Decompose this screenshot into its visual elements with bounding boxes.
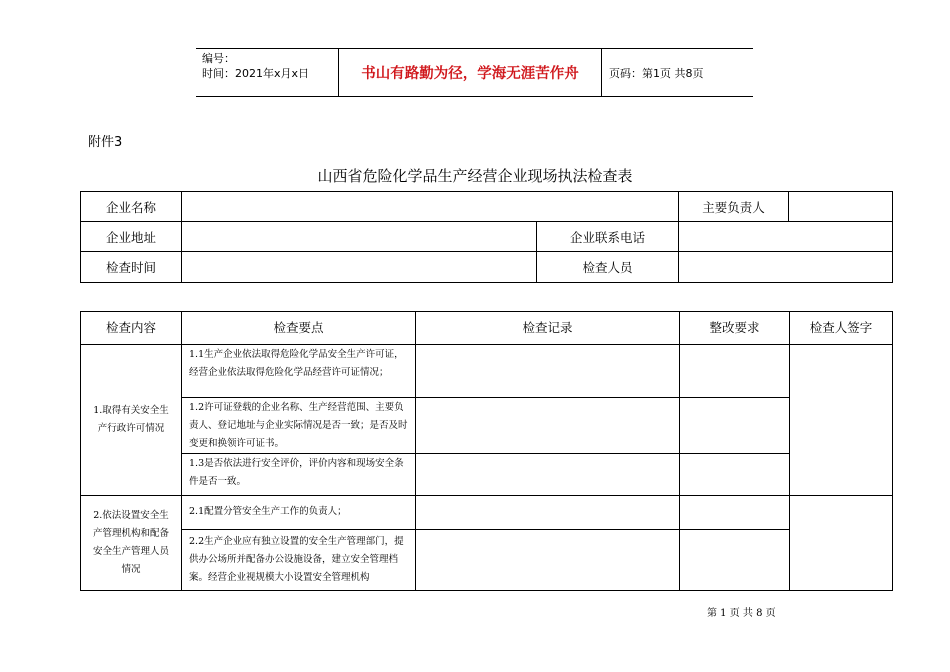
phone-label: 企业联系电话 (537, 222, 679, 252)
check-point: 2.1配置分管安全生产工作的负责人； (182, 496, 416, 530)
inspector-label: 检查人员 (537, 252, 679, 283)
table-row (81, 398, 893, 454)
header-rectification: 整改要求 (680, 312, 790, 345)
header-inspector-signature: 检查人签字 (790, 312, 893, 345)
page-footer: 第 1 页 共 8 页 (707, 608, 776, 619)
slogan: 书山有路勤为径，学海无涯苦作舟 (361, 65, 579, 82)
category-cell: 1.取得有关安全生产行政许可情况 (81, 345, 182, 496)
phone-field[interactable] (679, 222, 893, 252)
check-point: 1.1生产企业依法取得危险化学品安全生产许可证，经营企业依法取得危险化学品经营许可证情况； (182, 345, 416, 398)
header-meta (202, 51, 309, 81)
principal-label: 主要负责人 (679, 192, 789, 222)
company-info-table (80, 191, 893, 283)
rectification-cell[interactable] (680, 496, 790, 530)
address-field[interactable] (182, 222, 537, 252)
signature-cell[interactable] (790, 496, 893, 591)
rectification-cell[interactable] (680, 530, 790, 591)
rectification-cell[interactable] (680, 454, 790, 496)
record-cell[interactable] (416, 496, 680, 530)
attachment-label: 附件3 (88, 135, 123, 150)
record-cell[interactable] (416, 530, 680, 591)
address-label: 企业地址 (81, 222, 182, 252)
check-point: 1.3是否依法进行安全评价，评价内容和现场安全条件是否一致。 (182, 454, 416, 496)
record-cell[interactable] (416, 398, 680, 454)
check-time-label: 检查时间 (81, 252, 182, 283)
time-label: 时间：2021年x月x日 (202, 67, 310, 80)
check-point: 2.2生产企业应有独立设置的安全生产管理部门，提供办公场所并配备办公设施设备，建立安全管理档案。经营企业视规模大小设置安全管理机构 (182, 530, 416, 591)
principal-field[interactable] (789, 192, 893, 222)
check-time-field[interactable] (182, 252, 537, 283)
header-check-record: 检查记录 (416, 312, 680, 345)
record-cell[interactable] (416, 345, 680, 398)
document-header (196, 48, 753, 97)
company-name-field[interactable] (182, 192, 679, 222)
check-point: 1.2许可证登载的企业名称、生产经营范围、主要负责人、登记地址与企业实际情况是否一致；是否及时变更和换领许可证书。 (182, 398, 416, 454)
inspector-field[interactable] (679, 252, 893, 283)
table-row (81, 496, 893, 530)
table-row (81, 454, 893, 496)
record-cell[interactable] (416, 454, 680, 496)
rectification-cell[interactable] (680, 345, 790, 398)
page-title: 山西省危险化学品生产经营企业现场执法检查表 (317, 167, 633, 185)
table-row (81, 530, 893, 591)
company-name-label: 企业名称 (81, 192, 182, 222)
number-label: 编号： (202, 52, 235, 65)
header-divider (601, 49, 602, 96)
table-row (81, 345, 893, 398)
inspection-table (80, 311, 893, 591)
signature-cell[interactable] (790, 345, 893, 496)
header-check-content: 检查内容 (81, 312, 182, 345)
header-check-points: 检查要点 (182, 312, 416, 345)
rectification-cell[interactable] (680, 398, 790, 454)
category-cell: 2.依法设置安全生产管理机构和配备安全生产管理人员情况 (81, 496, 182, 591)
page-label: 页码：第1页 共8页 (609, 66, 704, 80)
